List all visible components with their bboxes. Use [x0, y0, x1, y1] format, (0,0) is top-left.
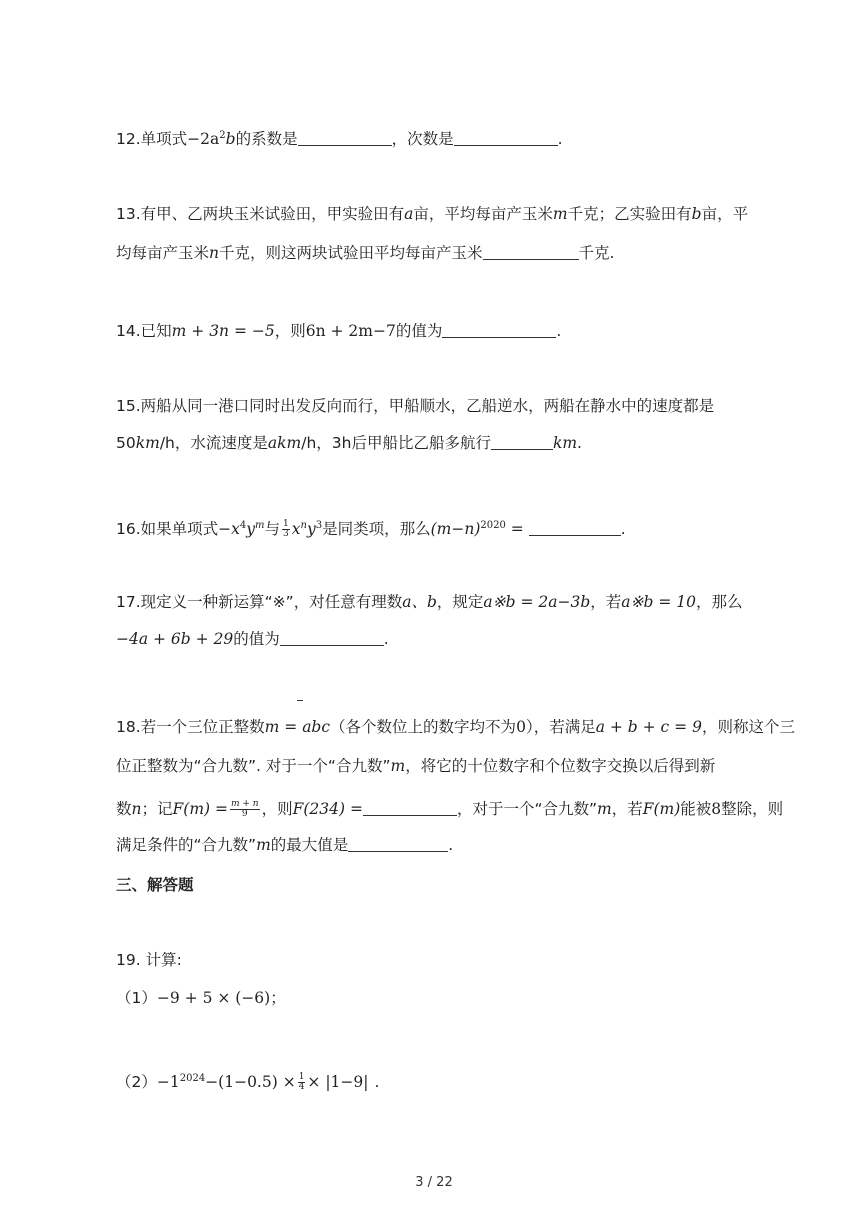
q18-var-m: m [390, 757, 406, 775]
q17-condition: a※b = 10 [621, 593, 696, 611]
q18-text-o: 的最大值是 [270, 836, 349, 854]
q16-equals: = [505, 520, 529, 538]
q14-text-c: 的值为 [395, 322, 443, 340]
q16-term2-x-exp: n [300, 519, 307, 531]
q13-text-e: 均每亩产玉米 [116, 244, 210, 262]
q18-text-h: ；记 [141, 800, 173, 818]
q12-var-b: b [225, 130, 236, 148]
q18-text-e: 位正整数为“合九数”. 对于一个“合九数” [116, 757, 391, 775]
q18-text-k: ，若 [611, 800, 643, 818]
q16-text-a: 16.如果单项式 [116, 520, 219, 538]
q18-blank-1[interactable] [363, 801, 457, 816]
q18-Fm: F(m) [642, 800, 681, 818]
q18-text-i: ，则 [261, 800, 293, 818]
section-heading: 三、解答题 [116, 876, 194, 894]
q17-text-e: 的值为 [233, 630, 280, 648]
q18-var-m-3: m [256, 836, 271, 854]
q12-exp: 2 [219, 129, 226, 141]
question-18-line-1 [116, 716, 795, 738]
question-17-line-2 [116, 628, 389, 650]
question-18-line-4 [116, 834, 453, 856]
q13-text-c: 千克；乙实验田有 [567, 205, 692, 223]
q15-text-1: 15.两船从同一港口同时出发反向而行，甲船顺水，乙船逆水，两船在静水中的速度都是 [116, 397, 715, 415]
q18-text-g: 数 [116, 800, 132, 818]
question-17-line-1 [116, 591, 743, 613]
q17-text-d: ，那么 [696, 593, 743, 611]
q16-frac-den: 3 [283, 529, 289, 539]
q13-var-n: n [209, 244, 219, 262]
q15-akm: akm [267, 434, 302, 452]
q12-text-d: ，次数是 [391, 130, 454, 148]
q14-text-a: 14.已知 [116, 322, 172, 340]
q16-term1: −x [218, 520, 240, 538]
q16-term2-y: y [306, 520, 316, 538]
q16-term2-y-exp: 3 [315, 519, 323, 531]
question-19-title: 19. 计算: [116, 951, 182, 969]
q18-F-def: F(m) = [172, 800, 228, 818]
q15-end: . [577, 434, 582, 452]
q12-expr: −2a [187, 130, 220, 148]
q18-text-b: （各个数位上的数字均不为 [330, 718, 517, 736]
q17-blank[interactable] [280, 631, 384, 646]
q15-text-b: /h，水流速度是 [159, 434, 268, 452]
q13-text-b: 亩，平均每亩产玉米 [413, 205, 553, 223]
q13-text-g: 千克. [578, 244, 615, 262]
q17-text-a: 17.现定义一种新运算“※”，对任意有理数 [116, 593, 403, 611]
q18-condition: a + b + c = 9 [595, 718, 702, 736]
page-number: 3 / 22 [415, 1175, 453, 1190]
q19-frac-den: 4 [298, 1082, 305, 1092]
q13-var-m: m [552, 205, 568, 223]
q19-p2-exp: 2024 [179, 1072, 206, 1084]
q18-text-m: 整除，则 [721, 800, 784, 818]
q16-frac-num: 1 [283, 519, 289, 529]
q13-text-a: 13.有甲、乙两块玉米试验田，甲实验田有 [116, 205, 405, 223]
q18-text-c: ），若满足 [525, 718, 596, 736]
q16-text-c: 是同类项，那么 [322, 520, 431, 538]
q18-frac-num: m + n [230, 799, 259, 809]
q17-definition: a※b = 2a−3b [483, 593, 591, 611]
question-13-line-1 [116, 203, 748, 225]
q19-p1-end: ； [270, 989, 286, 1007]
q13-var-a: a [404, 205, 414, 223]
question-18-line-2 [116, 755, 715, 777]
question-19-part-2 [116, 1071, 379, 1093]
q16-term1-exp: 4 [239, 519, 247, 531]
question-15-line-1 [116, 395, 714, 417]
q18-text-n: 满足条件的“合九数” [116, 836, 257, 854]
q18-zero: 0 [516, 718, 526, 736]
q19-p2-expr-b: −(1−0.5) × [205, 1073, 296, 1091]
q14-text-b: ，则 [274, 322, 306, 340]
q18-abc-overline [297, 700, 303, 701]
q18-eight: 8 [711, 800, 722, 818]
question-12 [116, 128, 563, 150]
q15-km: km [135, 434, 160, 452]
q18-end: . [448, 836, 454, 854]
question-13-line-2 [116, 242, 614, 264]
q19-p2-expr-c: × |1−9| [307, 1073, 369, 1091]
q18-blank-2[interactable] [348, 837, 448, 852]
q18-text-a: 18.若一个三位正整数 [116, 718, 265, 736]
question-16 [116, 518, 626, 540]
q17-text-b: ，规定 [436, 593, 484, 611]
q18-fraction [230, 800, 260, 819]
q13-text-d: 亩，平 [701, 205, 749, 223]
q18-text-j: ，对于一个“合九数” [456, 800, 598, 818]
question-18-line-3 [116, 798, 783, 820]
q16-blank[interactable] [529, 521, 621, 536]
q16-end: . [620, 520, 626, 538]
q19-p1-label: （1） [116, 989, 157, 1007]
q12-blank-2[interactable] [454, 131, 558, 146]
q15-50: 50 [116, 434, 136, 452]
q18-var-n: n [131, 800, 142, 818]
q12-end: . [557, 130, 563, 148]
question-15-line-2 [116, 432, 582, 454]
q12-text-a: 单项式 [140, 130, 188, 148]
q13-blank[interactable] [483, 245, 579, 260]
q16-expr-exp: 2020 [480, 519, 506, 531]
q19-p2-fraction [298, 1073, 306, 1092]
q18-text-d: ，则称这个三 [701, 718, 795, 736]
q14-expr-1: m + 3n = −5 [171, 322, 275, 340]
q16-term1-y-exp: m [255, 519, 265, 531]
q19-p2-base: −1 [156, 1073, 180, 1091]
q18-text-f: ，将它的十位数字和个位数字交换以后得到新 [405, 757, 716, 775]
q13-var-b: b [691, 205, 702, 223]
q15-text-c: /h，3h后甲船比乙船多航行 [301, 434, 491, 452]
q18-F234: F(234) = [292, 800, 363, 818]
q18-var-m-2: m [597, 800, 612, 818]
q19-p1-expr: −9 + 5 × (−6) [156, 989, 271, 1007]
q18-m-abc: m = abc [264, 718, 331, 736]
question-19-part-1 [116, 987, 286, 1009]
q14-end: . [556, 322, 562, 340]
q19-p2-label: （2） [116, 1073, 157, 1091]
q17-text-c: ，若 [590, 593, 622, 611]
q14-blank[interactable] [442, 323, 556, 338]
q12-blank-1[interactable] [298, 131, 392, 146]
q16-expr: (m−n) [430, 520, 481, 538]
q15-km-2: km [552, 434, 578, 452]
q12-number: 12. [116, 130, 141, 148]
q16-term1-y: y [246, 520, 256, 538]
q15-blank[interactable] [491, 435, 553, 450]
q17-end: . [383, 630, 389, 648]
q13-text-f: 千克，则这两块试验田平均每亩产玉米 [219, 244, 483, 262]
q17-expr: −4a + 6b + 29 [116, 630, 234, 648]
question-14 [116, 320, 561, 342]
q17-vars: a、b [402, 593, 437, 611]
q19-frac-num: 1 [298, 1072, 305, 1082]
q14-expr-2: 6n + 2m−7 [305, 322, 396, 340]
q16-term2-x: x [291, 520, 301, 538]
q19-p2-end: . [374, 1073, 380, 1091]
q16-fraction [282, 520, 290, 539]
q18-text-l: 能被 [680, 800, 712, 818]
q16-text-b: 与 [264, 520, 281, 538]
q18-frac-den: 9 [241, 809, 248, 819]
q12-text-c: 的系数是 [235, 130, 298, 148]
